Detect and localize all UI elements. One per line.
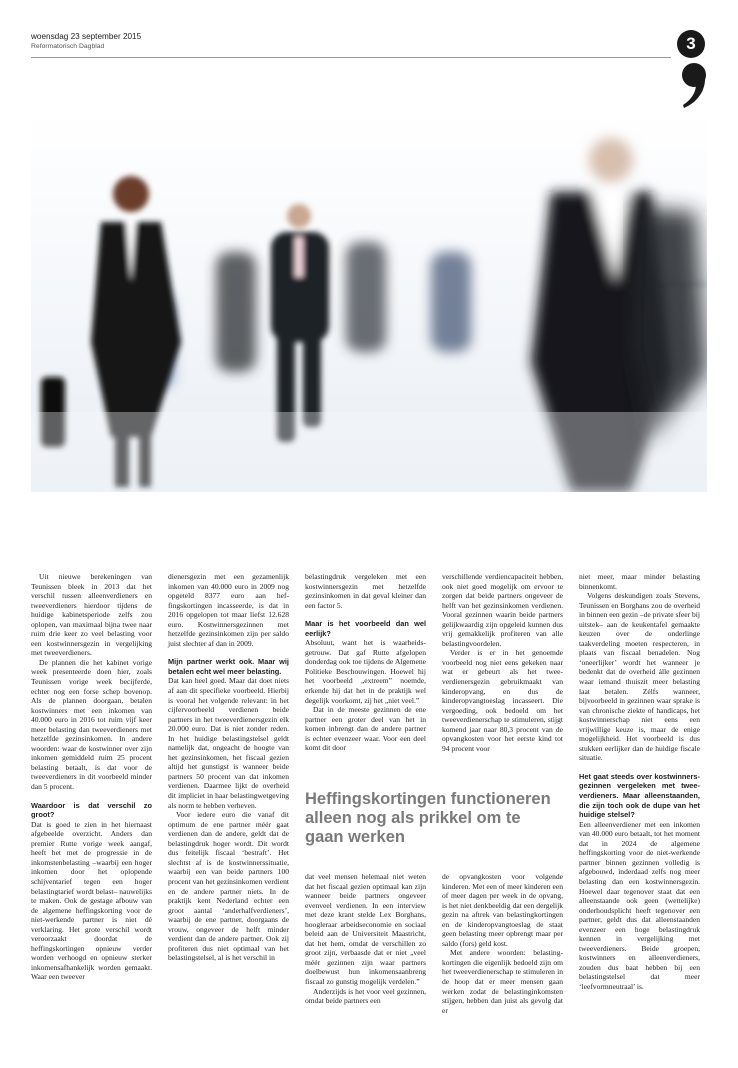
paragraph: belastingdruk vergeleken met een kostwinnersgezin met hetzelfde gezinsinkomen in dat geval kleiner dan een factor 5. (305, 572, 426, 610)
article-column-3-continued (305, 872, 426, 1006)
question-heading: Het gaat steeds over kostwinnersgezinnen vergeleken met tweeverdieners. Maar alleenstaanden, die zijn toch ook de dupe van het huidige stelsel? (579, 771, 700, 820)
paragraph: Absoluut, want het is waarheidsgetrouw. Dat gaf Rutte afgelopen donderdag ook toe tijdens de Algemene Politieke Beschouwingen. Hoewel hij het voorbeeld „extreem” noemde, erkende hij dat het in de praktijk wel degelijk voorkomt, zij het „niet veel.” (305, 638, 426, 705)
article-column-1 (31, 572, 152, 982)
question-heading: Waardoor is dat verschil zo groot? (31, 800, 152, 820)
paragraph: Uit nieuwe berekeningen van Teunissen bleek in 2013 dat het verschil tussen alleenverdieners en tweeverdieners hierdoor tijdens de huidige kabinetsperiode zelfs zou oplopen, van maximaal bijna twee naar ruim drie keer zo veel belasting voor een kostwinnersgezin in vergelijking met tweeverdieners. (31, 572, 152, 658)
question-heading: Mijn partner werkt ook. Maar wij betalen echt wel meer belasting. (168, 657, 289, 676)
paragraph: Anderzijds is het voor veel gezinnen, omdat beide partners een (305, 986, 426, 1006)
paragraph: Dat kan heel goed. Maar dat doet niets af aan dit specifieke voorbeeld. Hierbij is vooral het volgende relevant: in het cijfervoorbeeld verdienen beide partners in het tweeverdienersgezin elk 20.000 euro. Dat is niet zonder reden. In het huidige belastingstelsel geldt namelijk dat, ongeacht de hoogte van het gezinsinkomen, het fiscaal gezien altijd het gunstigst is wanneer beide partners 50 procent van dat inkomen verdienen. Daarmee lijkt de overheid dit impliciet in haar belastingwetgeving als norm te hebben verheven. (168, 676, 289, 810)
page-number: 3 (677, 30, 705, 58)
paragraph: Verder is er in het genoemde voorbeeld nog niet eens gekeken naar wat er gebeurt als het tweeverdienersgezin gebruikmaakt van kinderopvang, en dus de kinderopvangtoeslag incasseert. Die vergoeding, ook bedoeld om het tweeverdienerschap te stimuleren, stijgt komend jaar naar 80,3 procent van de opvangkosten voor het eerste kind tot 94 procent voor (442, 648, 563, 753)
paragraph: De plannen die het kabinet vorige week presenteerde doen hier, zoals Teunissen vorige week becijferde, echter nog een forse schep bovenop. Als de plannen doorgaan, betalen kostwinners met een inkomen van 40.000 euro in 2016 tot ruim vijf keer meer belasting dan tweeverdieners met hetzelfde gezinsinkomen. In andere woorden: waar de kostwinner over zijn inkomen gemiddeld ruim 25 procent belasting betaalt, is dat voor de tweeverdieners in dit voorbeeld minder dan 5 procent. (31, 657, 152, 792)
paragraph: Volgens deskundigen zoals Stevens, Teunissen en Borghans zou de overheid in binnen een gezin –de private sfeer bij uitstek– aan de keukentafel gemaakte keuzen over de onderlinge taakverdeling moeten respecteren, in plaats van fiscaal benadelen. Nog ‘oneerlijker’ wordt het wanneer je bedenkt dat de overheid álle gezinnen waar iemand thuiszit meer belasting laat betalen. Zélfs wanneer, bijvoorbeeld in gezinnen waar sprake is van chronische ziekte of handicaps, het kostwinnerschap niet eens een vrijwillige keuze is, maar de enige mogelijkheid. Het voorbeeld is dus stukken eerlijker dan de huidige fiscale situatie. (579, 591, 700, 763)
paragraph: niet meer, maar minder belasting binnenkomt. (579, 572, 700, 591)
article-column-4 (442, 572, 563, 753)
paragraph: Dat is goed te zien in het hiernaast afgebeelde overzicht. Anders dan premier Rutte vorige week aangaf, heeft het met de progressie in de inkomstenbelasting –waarbij een hoger inkomen door het oplopende schijventarief tegen een hoger belastingtarief wordt belast– nauwelijks te maken. Ook de gestage afbouw van de algemene heffingskorting voor de niet-werkende partner is niet dé verklaring. Het grote verschil wordt veroorzaakt doordat de heffingskortingen opnieuw verder worden verhoogd en opnieuw sterker inkomensafhankelijk worden gemaakt. Waar een tweever (31, 819, 152, 982)
paragraph: Voor iedere euro die vanaf dit optimum de ene partner méér gaat verdienen dan de andere, geldt dat de belastingdruk hoger wordt. Dit wordt dus feitelijk fiscaal ‘bestraft’. Het slechtst af is de kostwinnerssituatie, waarbij een van beide partners 100 procent van het gezinsinkomen verdient en de andere partner niets. In de praktijk kent Nederland echter een groot aantal ‘anderhalfverdieners’, waarbij de ene partner, doorgaans de vrouw, ongeveer de helft minder verdient dan de andere partner. Ook zij profiteren dus niet optimaal van het belastingstelsel, al is het verschil in (168, 810, 289, 963)
commuters-photo (31, 112, 707, 492)
paragraph: de opvangkosten voor volgende kinderen. Met een of meer kinderen een of meer dagen per week in de opvang, is het niet denkbeeldig dat een dergelijk gezin na aftrek van belastingkortingen en de kinderopvangtoeslag de staat geen belasting meer opbrengt maar per saldo (fors) geld kost. (442, 872, 563, 948)
paragraph: dienersgezin met een gezamenlijk inkomen van 40.000 euro in 2009 nog opgeteld 8377 euro aan heffingskortingen incasseerde, is dat in 2016 opgelopen tot maar liefst 12.628 euro. Kostwinnersgezinnen met hetzelfde gezinsinkomen zijn per saldo juist slechter af dan in 2009. (168, 572, 289, 648)
paragraph: Met andere woorden: belastingkortingen die eigenlijk bedoeld zijn om het tweeverdienerschap te stimuleren in de hoop dat er meer mensen gaan werken zodat de belastinginkomsten stijgen, hebben dan juist als gevolg dat er (442, 948, 563, 1015)
paragraph: verschillende verdiencapaciteit hebben, ook niet goed mogelijk om ervoor te zorgen dat beide partners ongeveer de helft van het gezinsinkomen verdienen. Vooral gezinnen waarin beide partners gelijkwaardig zijn opgeleid kunnen dus vrij gemakkelijk profiteren van alle belastingvoordelen. (442, 572, 563, 648)
paragraph: Een alleenverdiener met een inkomen van 40.000 euro betaalt, tot het moment dat in 2024 de algemene heffingskorting voor de niet-werkende partner binnen gezinnen volledig is afgebouwd, inderdaad zelfs nog meer belasting dan een kostwinnersgezin. Hoewel daar tegenover staat dat een alleenstaande ook geen (wettelijke) onderhoudsplicht heeft tegenover een partner, geldt dus dat alleenstaanden evenzeer een hoge belastingdruk kennen in vergelijking met tweeverdieners. Beide groepen, kostwinners en alleenverdieners, zouden dus baat hebben bij een belastingstelsel dat meer ‘leefvormneutraal’ is. (579, 819, 700, 991)
header-rule (31, 57, 671, 58)
question-heading: Maar is het voorbeeld dan wel eerlijk? (305, 619, 426, 638)
article-column-5 (579, 572, 700, 992)
paragraph: dat veel mensen helemaal niet weten dat het fiscaal gezien optimaal kan zijn wanneer beide partners ongeveer evenveel verdienen. In een interview met deze krant stelde Lex Borghans, hoogleraar arbeidseconomie en sociaal beleid aan de Universiteit Maastricht, dat het hem, omdat de verschillen zo groot zijn, verbaasde dat er niet „veel méér gezinnen zijn waar partners doelbewust hun inkomensaanbreng fiscaal zo gunstig mogelijk verdelen.” (305, 872, 426, 987)
paragraph: Dat in de meeste gezinnen de ene partner een groter deel van het in komen inbrengt dan de andere partner is echter evenzeer waar. Voor een deel komt dit door (305, 705, 426, 753)
page-header (31, 32, 671, 51)
article-column-4-continued (442, 872, 563, 1015)
issue-date: woensdag 23 september 2015 (31, 32, 142, 41)
comma-logo-icon (678, 60, 708, 110)
pull-quote: Heffingskortingen functioneren alleen nog als prikkel om te gaan werken (305, 790, 551, 846)
article-column-2 (168, 572, 289, 963)
newspaper-name: Reformatorisch Dagblad (31, 43, 105, 50)
article-column-3 (305, 572, 426, 753)
